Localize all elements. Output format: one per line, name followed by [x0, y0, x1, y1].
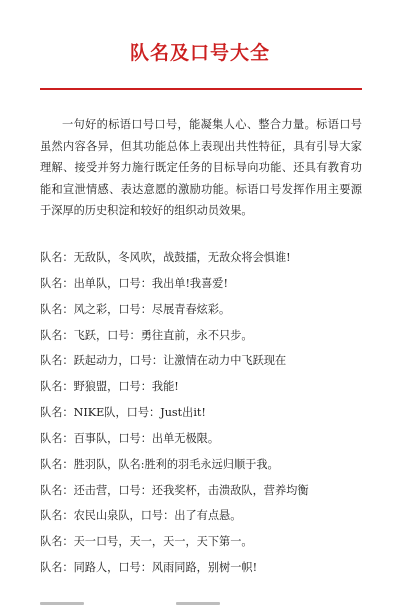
list-item: 队名：出单队，口号：我出单!我喜爱! — [40, 276, 228, 290]
list-item: 队名：野狼盟，口号：我能! — [40, 380, 179, 394]
list-item: 队名：胜羽队，队名:胜利的羽毛永远归顺于我。 — [40, 457, 279, 471]
list-item: 队名：飞跃，口号：勇往直前，永不只步。 — [40, 328, 253, 342]
list-item: 队名：无敌队，冬风吹，战鼓擂，无敌众将会惧谁! — [40, 251, 291, 264]
list-item: 队名：NIKE队，口号：Just出it! — [40, 406, 206, 420]
team-list — [40, 245, 370, 581]
list-item: 队名：跃起动力，口号：让激情在动力中飞跃现在 — [40, 354, 287, 368]
list-item: 队名：天一口号，天一，天一，天下第一。 — [40, 535, 253, 549]
list-item: 队名：农民山泉队，口号：出了有点悬。 — [40, 509, 242, 523]
cut-off-next-line — [0, 598, 400, 608]
list-item: 队名：同路人，口号：风雨同路，别树一帜! — [40, 561, 258, 575]
page-title: 队名及口号大全 — [129, 42, 270, 64]
list-item: 队名：还击营，口号：还我奖杯，击溃敌队，营养均衡 — [40, 483, 309, 497]
intro-paragraph: 一句好的标语口号口号，能凝集人心、整合力量。标语口号虽然内容各异，但其功能总体上表现出共性特征，具有引导大家理解、接受并努力施行既定任务的目标导向功能、还具有教育功能和宣泄情感、表达意愿的激励功能。标语口号发挥作用主要源于深厚的历史积淀和较好的组织动员效果。 — [40, 118, 362, 218]
list-item: 队名：百事队，口号：出单无极限。 — [40, 431, 220, 445]
title-divider — [40, 88, 362, 90]
cut-off-text-fragment — [176, 602, 220, 605]
cut-off-text-fragment — [40, 602, 84, 605]
list-item: 队名：风之彩，口号：尽展青春炫彩。 — [40, 302, 231, 316]
